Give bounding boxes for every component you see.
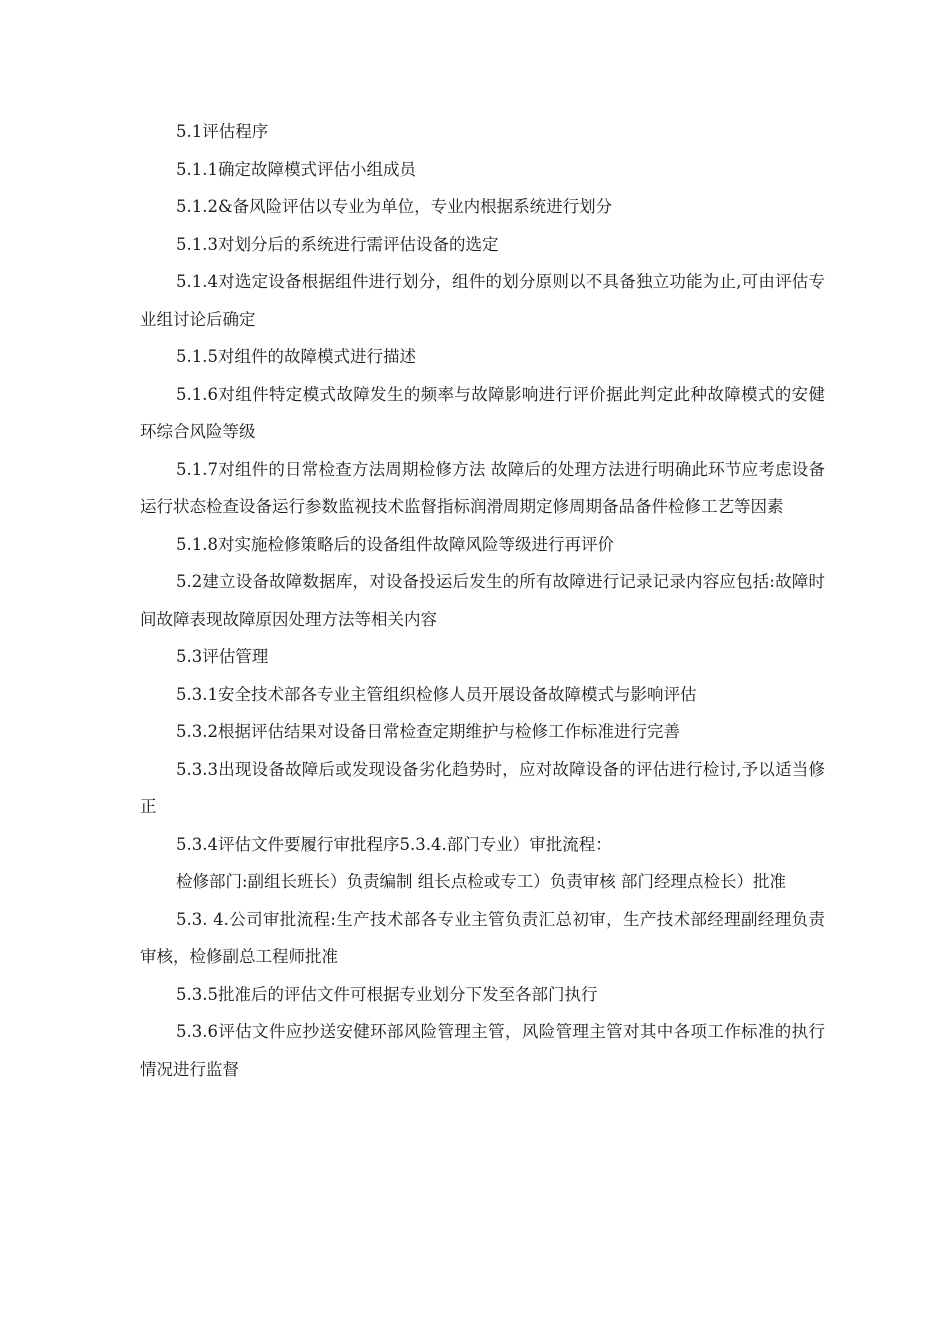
paragraph-5-1-7: 5.1.7对组件的日常检查方法周期检修方法 故障后的处理方法进行明确此环节应考虑设备运行状态检查设备运行参数监视技术监督指标润滑周期定修周期备品备件检修工艺等因素 — [140, 459, 825, 516]
paragraph-5-1: 5.1评估程序 — [176, 122, 269, 141]
document-body — [140, 113, 825, 1088]
paragraph-5-1-1: 5.1.1确定故障模式评估小组成员 — [176, 159, 416, 179]
paragraph-5-1-5: 5.1.5对组件的故障模式进行描述 — [176, 347, 416, 366]
paragraph-5-1-8: 5.1.8对实施检修策略后的设备组件故障风险等级进行再评价 — [176, 534, 614, 554]
paragraph-company-approval: 5.3. 4.公司审批流程:生产技术部各专业主管负责汇总初审，生产技术部经理副经理负责审核，检修副总工程师批准 — [140, 909, 825, 966]
paragraph-5-3-2: 5.3.2根据评估结果对设备日常检查定期维护与检修工作标准进行完善 — [176, 722, 680, 741]
paragraph-5-3: 5.3评估管理 — [176, 647, 269, 666]
paragraph-5-1-6: 5.1.6对组件特定模式故障发生的频率与故障影响进行评价据此判定此种故障模式的安健环综合风险等级 — [140, 384, 825, 441]
paragraph-5-1-2: 5.1.2&备风险评估以专业为单位，专业内根据系统进行划分 — [176, 197, 613, 216]
paragraph-5-3-3: 5.3.3出现设备故障后或发现设备劣化趋势时，应对故障设备的评估进行检讨,予以适当修正 — [140, 759, 825, 816]
paragraph-5-2: 5.2建立设备故障数据库，对设备投运后发生的所有故障进行记录记录内容应包括:故障时间故障表现故障原因处理方法等相关内容 — [140, 572, 825, 629]
paragraph-5-3-1: 5.3.1安全技术部各专业主管组织检修人员开展设备故障模式与影响评估 — [176, 684, 697, 704]
paragraph-5-3-4: 5.3.4评估文件要履行审批程序5.3.4.部门专业）审批流程： — [176, 834, 612, 854]
paragraph-5-3-6: 5.3.6评估文件应抄送安健环部风险管理主管，风险管理主管对其中各项工作标准的执行情况进行监督 — [140, 1022, 825, 1079]
paragraph-5-1-4: 5.1.4对选定设备根据组件进行划分，组件的划分原则以不具备独立功能为止,可由评估专业组讨论后确定 — [140, 272, 825, 329]
paragraph-department-approval: 检修部门:副组长班长）负责编制 组长点检或专工）负责审核 部门经理点检长）批准 — [176, 872, 787, 891]
paragraph-5-1-3: 5.1.3对划分后的系统进行需评估设备的选定 — [176, 234, 499, 254]
paragraph-5-3-5: 5.3.5批准后的评估文件可根据专业划分下发至各部门执行 — [176, 984, 598, 1004]
